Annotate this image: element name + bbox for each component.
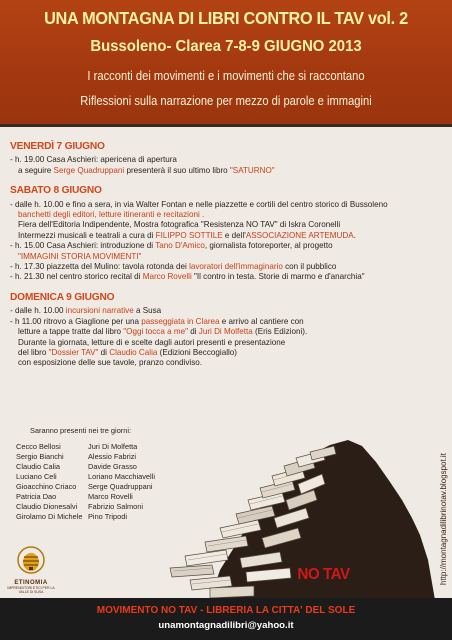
saturday-l5-c: , giornalista fotoreporter, al progetto bbox=[204, 241, 333, 251]
guest-name: Sergio Bianchi bbox=[16, 452, 64, 461]
saturday-line-6: "IMMAGINI STORIA MOVIMENTI" bbox=[18, 251, 142, 261]
guest-name: Marco Rovelli bbox=[88, 492, 133, 501]
sunday-l2-b: passeggiata in Clarea bbox=[141, 316, 220, 326]
sunday-l1-c: a Susa bbox=[133, 306, 162, 316]
friday-l2-b: Serge Quadruppani bbox=[53, 165, 125, 175]
saturday-l4-b: FILIPPO SOTTILE bbox=[155, 230, 223, 240]
no-tav-logo: NO TAV bbox=[297, 566, 350, 583]
header-banner bbox=[0, 0, 452, 124]
saturday-line-2: banchetti degli editori, letture itineranti e recitazioni . bbox=[18, 210, 205, 220]
sunday-l3-c: di bbox=[187, 327, 199, 337]
header-divider bbox=[0, 124, 452, 127]
tagline-2: Riflessioni sulla narrazione per mezzo di parole e immagini bbox=[80, 93, 372, 108]
guests-heading: Saranno presenti nei tre giorni: bbox=[30, 426, 132, 435]
guest-name: Juri Di Molfetta bbox=[88, 442, 138, 451]
saturday-line-5 bbox=[10, 241, 430, 251]
program-content bbox=[10, 136, 430, 369]
etinomia-logo bbox=[6, 545, 56, 594]
sunday-line-6: con esposizione delle sue tavole, pranzo condiviso. bbox=[18, 358, 203, 368]
saturday-l7-c: con il pubblico bbox=[282, 262, 337, 272]
sunday-l5-d: Claudio Calia bbox=[109, 347, 158, 357]
friday-line-2 bbox=[10, 166, 430, 176]
friday-l2-a: a seguire bbox=[18, 165, 54, 175]
guest-name: Pino Tripodi bbox=[88, 512, 128, 521]
guests-column-2 bbox=[88, 442, 155, 522]
saturday-l8-b: Marco Rovelli bbox=[142, 272, 192, 282]
sunday-l2-c: e arrivo al cantiere con bbox=[219, 316, 304, 326]
tagline-1: I racconti dei movimenti e i movimenti che si raccontano bbox=[87, 68, 365, 83]
guest-name: Girolamo Di Michele bbox=[16, 512, 83, 521]
sunday-l3-d: Juri Di Molfetta bbox=[198, 327, 253, 337]
guest-name: Claudio Calia bbox=[16, 462, 60, 471]
sunday-l5-b: "Dossier TAV" bbox=[48, 347, 99, 357]
saturday-l5-a: - h. 15.00 Casa Aschieri: introduzione di bbox=[10, 241, 156, 251]
organizers-line: MOVIMENTO NO TAV - LIBRERIA LA CITTA' DEL SOLE bbox=[96, 605, 356, 616]
beehive-icon bbox=[16, 545, 46, 575]
blog-url-vertical[interactable]: http://montagnadilibrinotav.blogspot.it bbox=[439, 453, 448, 585]
saturday-l4-d: ASSOCIAZIONE ARTEMUDA bbox=[245, 230, 354, 240]
sunday-l5-e: (Edizioni Beccogiallo) bbox=[157, 347, 238, 357]
saturday-l7-a: - h. 17.30 piazzetta del Mulino: tavola rotonda dei bbox=[10, 262, 190, 272]
sunday-line-2 bbox=[10, 317, 430, 327]
friday-l2-d: "SATURNO" bbox=[229, 165, 275, 175]
guest-name: Alessio Fabrizi bbox=[88, 452, 137, 461]
guest-name: Claudio Dionesalvi bbox=[16, 502, 78, 511]
friday-l2-c: presenterà il suo ultimo libro bbox=[124, 165, 230, 175]
guest-name: Gioacchino Criaco bbox=[16, 482, 77, 491]
saturday-line-8 bbox=[10, 272, 430, 282]
guests-column-1 bbox=[16, 442, 83, 522]
saturday-l4-c: e dell' bbox=[222, 230, 246, 240]
saturday-l5-b: Tano D'Amico bbox=[155, 241, 205, 251]
footer-bar bbox=[0, 598, 452, 640]
friday-heading: VENERDÌ 7 GIUGNO bbox=[10, 141, 105, 152]
sunday-line-5 bbox=[10, 348, 430, 358]
sunday-line-1 bbox=[10, 306, 430, 316]
saturday-l4-e: . bbox=[353, 230, 356, 240]
guest-name: Loriano Macchiavelli bbox=[88, 472, 155, 481]
sunday-l3-b: "Oggi tocca a me" bbox=[123, 327, 188, 337]
guest-name: Davide Grasso bbox=[88, 462, 137, 471]
poster-title: UNA MONTAGNA DI LIBRI CONTRO IL TAV vol. 2 bbox=[44, 8, 408, 28]
saturday-heading: SABATO 8 GIUGNO bbox=[10, 185, 102, 197]
saturday-l4-a: Intermezzi musicali e teatrali a cura di bbox=[18, 230, 156, 240]
sunday-heading: DOMENICA 9 GIUGNO bbox=[10, 291, 115, 303]
sunday-l1-a: - dalle h. 10.00 bbox=[10, 306, 66, 316]
event-dates: Bussoleno- Clarea 7-8-9 GIUGNO 2013 bbox=[90, 38, 362, 55]
sunday-line-4: Durante la giornata, letture di e scelte dagli autori presenti e presentazione bbox=[18, 337, 286, 347]
guest-name: Serge Quadruppani bbox=[88, 482, 153, 491]
saturday-l8-a: - h. 21.30 nel centro storico recital di bbox=[10, 272, 143, 282]
friday-line-1: - h. 19.00 Casa Aschieri: apericena di apertura bbox=[10, 155, 177, 165]
etinomia-label: ETINOMIA bbox=[14, 580, 48, 586]
guest-name: Patricia Dao bbox=[16, 492, 57, 501]
sunday-l2-a: - h 11.00 ritrovo a Giaglione per una bbox=[10, 316, 142, 326]
etinomia-subtitle: IMPRENDITORI ETICI PER LA VALLE DI SUSA bbox=[7, 586, 55, 594]
sunday-l5-c: di bbox=[98, 347, 110, 357]
saturday-line-1: - dalle h. 10.00 e fino a sera, in via Walter Fontan e nelle piazzette e cortili del centro storico di Bussoleno bbox=[10, 199, 388, 209]
book-mountain-illustration bbox=[150, 400, 440, 600]
saturday-line-4 bbox=[10, 231, 430, 241]
sunday-l3-a: letture a tappe tratte dal libro bbox=[18, 327, 124, 337]
guest-name: Cecco Bellosi bbox=[16, 442, 61, 451]
saturday-line-7 bbox=[10, 262, 430, 272]
sunday-line-3 bbox=[10, 327, 430, 337]
saturday-l8-c: "Il contro in testa. Storie di marmo e d'anarchia" bbox=[191, 272, 365, 282]
contact-email[interactable]: unamontagnadilibri@yahoo.it bbox=[158, 620, 294, 631]
sunday-l5-a: del libro bbox=[18, 347, 49, 357]
saturday-l7-b: lavoratori dell'immaginario bbox=[189, 262, 283, 272]
guest-name: Luciano Celi bbox=[16, 472, 57, 481]
saturday-line-3: Fiera dell'Editoria Indipendente, Mostra fotografica "Resistenza NO TAV" di Iskra Coronelli bbox=[18, 220, 341, 230]
sunday-l1-b: incursioni narrative bbox=[65, 306, 134, 316]
guest-name: Fabrizio Salmoni bbox=[88, 502, 144, 511]
sunday-l3-e: (Eris Edizioni). bbox=[252, 327, 308, 337]
